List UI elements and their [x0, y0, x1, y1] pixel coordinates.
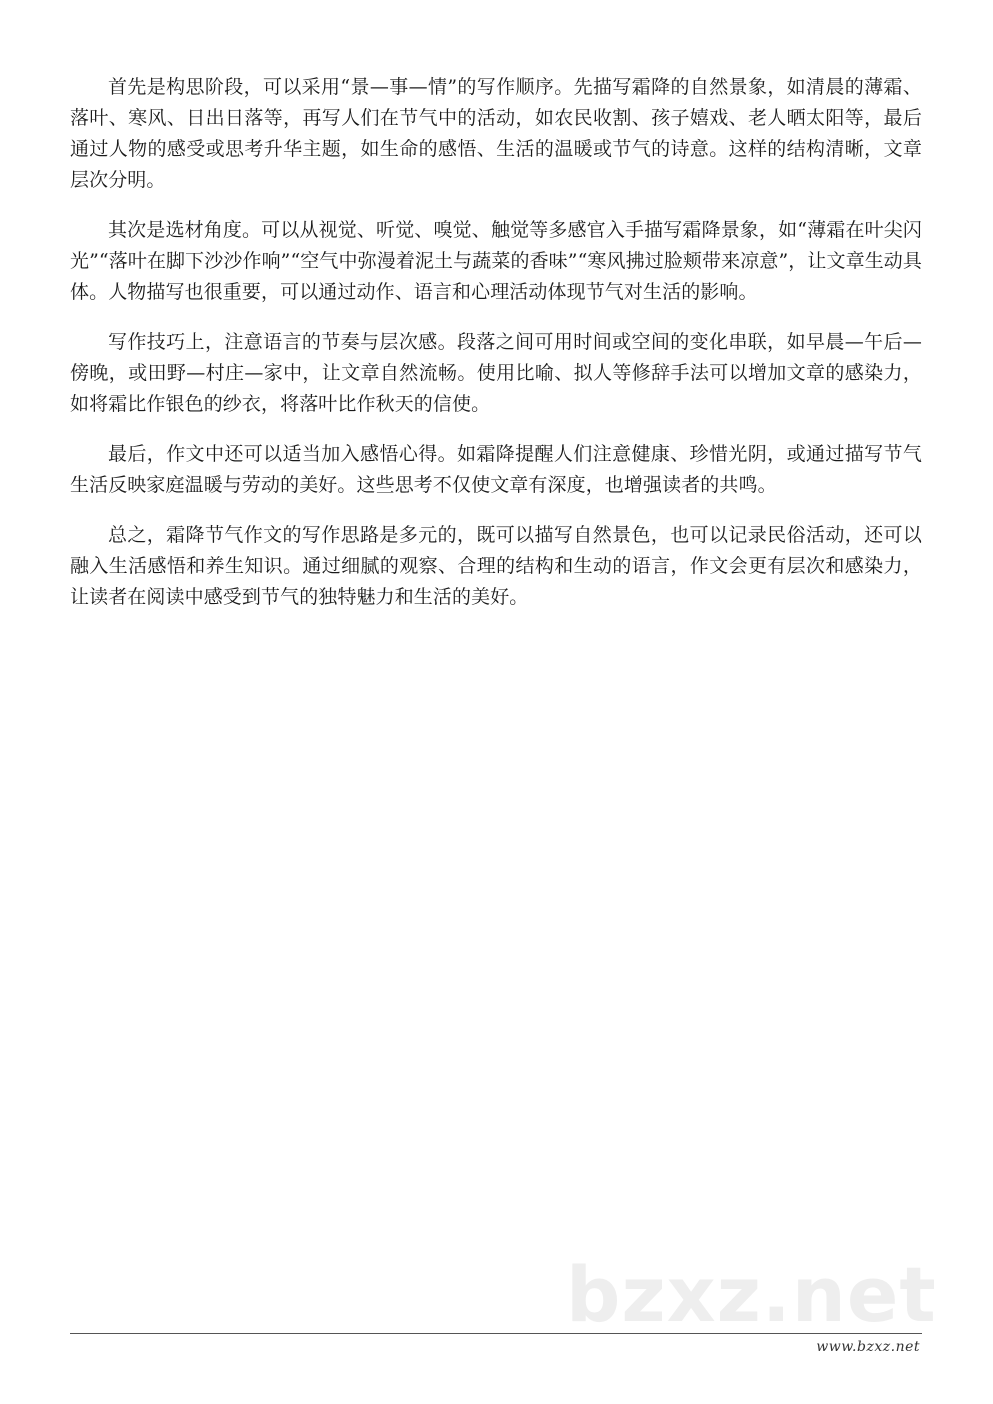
footer-divider — [70, 1333, 922, 1334]
paragraph-reflection: 最后，作文中还可以适当加入感悟心得。如霜降提醒人们注意健康、珍惜光阴，或通过描写节气生活反映家庭温暖与劳动的美好。这些思考不仅使文章有深度，也增强读者的共鸣。 — [70, 443, 922, 496]
document-body — [70, 72, 922, 632]
paragraph-material-selection: 其次是选材角度。可以从视觉、听觉、嗅觉、触觉等多感官入手描写霜降景象，如“薄霜在叶尖闪光”“落叶在脚下沙沙作响”“空气中弥漫着泥土与蔬菜的香味”“寒风拂过脸颊带来凉意”，让文章生动具体。人物描写也很重要，可以通过动作、语言和心理活动体现节气对生活的影响。 — [70, 219, 922, 303]
watermark-logo: bzxz.net — [566, 1250, 937, 1339]
paragraph-writing-techniques: 写作技巧上，注意语言的节奏与层次感。段落之间可用时间或空间的变化串联，如早晨—午后—傍晚，或田野—村庄—家中，让文章自然流畅。使用比喻、拟人等修辞手法可以增加文章的感染力，如将霜比作银色的纱衣，将落叶比作秋天的信使。 — [70, 331, 922, 415]
paragraph-conclusion: 总之，霜降节气作文的写作思路是多元的，既可以描写自然景色，也可以记录民俗活动，还可以融入生活感悟和养生知识。通过细腻的观察、合理的结构和生动的语言，作文会更有层次和感染力，让读者在阅读中感受到节气的独特魅力和生活的美好。 — [70, 524, 922, 608]
paragraph-conception: 首先是构思阶段，可以采用“景—事—情”的写作顺序。先描写霜降的自然景象，如清晨的薄霜、落叶、寒风、日出日落等，再写人们在节气中的活动，如农民收割、孩子嬉戏、老人晒太阳等，最后通过人物的感受或思考升华主题，如生命的感悟、生活的温暖或节气的诗意。这样的结构清晰，文章层次分明。 — [70, 76, 922, 191]
footer-site-url: www.bzxz.net — [816, 1339, 920, 1355]
